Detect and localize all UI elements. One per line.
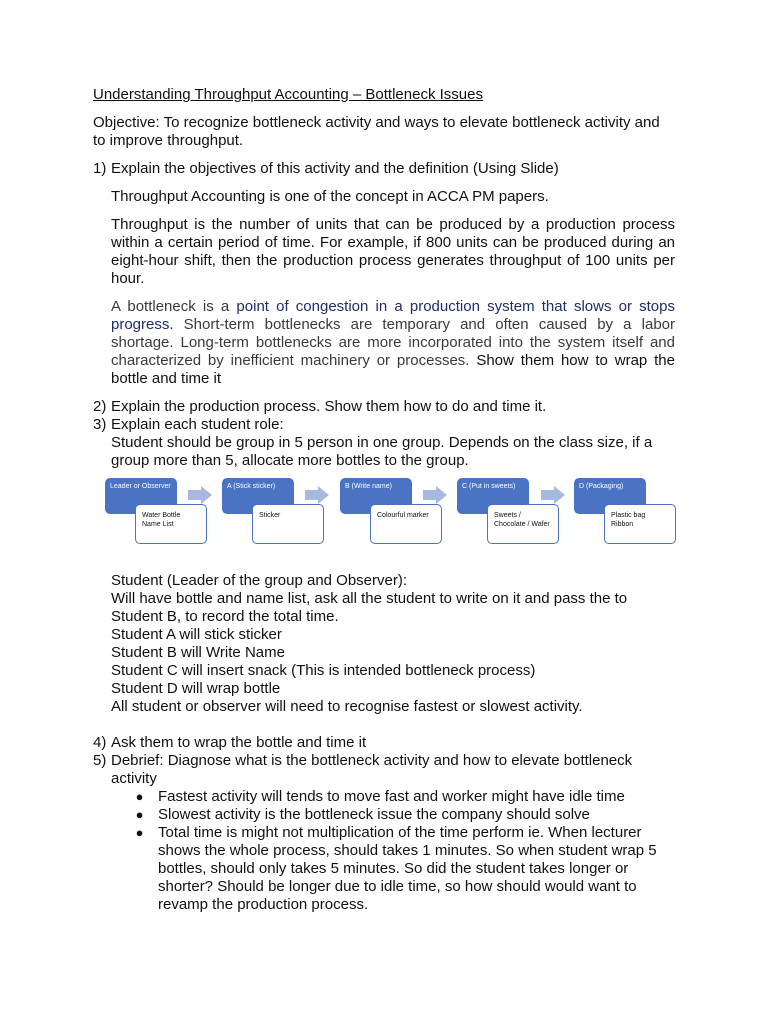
role-line: Student A will stick sticker (111, 626, 282, 643)
flow-step-head: Leader or Observer (105, 478, 177, 514)
bullet-text: Total time is might not multiplication of the time perform ie. When lecturer shows the whole process, should takes 1 minutes. So when student wrap 5 bottles, should only takes 5 minutes. So did the student takes longer or shorter? Should be longer due to idle time, so how should would want to revamp the production process. (158, 824, 657, 913)
flow-step-head: D (Packaging) (574, 478, 646, 514)
throughput-accounting-paragraph: Throughput Accounting is one of the concept in ACCA PM papers. (111, 188, 549, 205)
bullet-text: Slowest activity is the bottleneck issue the company should solve (158, 806, 590, 823)
flow-step-head: B (Write name) (340, 478, 412, 514)
list-item (111, 824, 675, 914)
bottleneck-term: A bottleneck (111, 298, 196, 315)
step-4 (93, 734, 675, 752)
role-line: All student or observer will need to recognise fastest or slowest activity. (111, 698, 583, 715)
debrief-bullet-list (111, 788, 675, 914)
role-line: Student D will wrap bottle (111, 680, 281, 697)
step-1-number: 1) (93, 160, 107, 177)
role-line: Student B will Write Name (111, 644, 285, 661)
step-4-number: 4) (93, 734, 107, 751)
flow-step-material: Colourful marker (370, 504, 442, 544)
step-1-text: Explain the objectives of this activity and the definition (Using Slide) (111, 160, 559, 177)
bullet-icon: ● (135, 825, 144, 840)
bottleneck-types: Short-term bottlenecks are temporary and often caused by a labor shortage. Long-term bottlenecks are more incorporated into the system itself and characterized by inefficient machinery or processes. (111, 316, 675, 369)
step-3-number: 3) (93, 416, 107, 433)
document-page (93, 86, 675, 914)
student-roles (111, 572, 675, 716)
bottleneck-definition: point of congestion in a production system that slows or stops progress. (111, 298, 675, 333)
list-item (111, 788, 675, 806)
step-2-text: Explain the production process. Show them how to do and time it. (111, 398, 547, 415)
flow-step-material: Water Bottle Name List (135, 504, 207, 544)
step-3-heading: Explain each student role: (111, 416, 284, 433)
flow-step-head: C (Put in sweets) (457, 478, 529, 514)
flow-step-material: Sticker (252, 504, 324, 544)
role-line: Will have bottle and name list, ask all the student to write on it and pass the to Student B, to record the total time. (111, 590, 628, 625)
flow-step-head: A (Stick sticker) (222, 478, 294, 514)
bottleneck-instruction: Show them how to wrap the bottle and time it (111, 352, 675, 387)
production-flow-diagram (85, 478, 675, 558)
flow-arrow-icon (305, 486, 329, 504)
flow-arrow-icon (423, 486, 447, 504)
step-2 (93, 398, 675, 416)
step-5-text: Debrief: Diagnose what is the bottleneck activity and how to elevate bottleneck activity (111, 752, 633, 787)
document-title: Understanding Throughput Accounting – Bottleneck Issues (93, 86, 483, 103)
role-line: Student C will insert snack (This is intended bottleneck process) (111, 662, 536, 679)
step-3-text (111, 416, 675, 470)
flow-step-material: Sweets / Chocolate / Wafer (487, 504, 559, 544)
step-1 (93, 160, 675, 178)
bullet-icon: ● (135, 789, 144, 804)
list-item (111, 806, 675, 824)
flow-step-material: Plastic bag Ribbon (604, 504, 676, 544)
step-3 (93, 416, 675, 470)
flow-arrow-icon (541, 486, 565, 504)
bullet-icon: ● (135, 807, 144, 822)
step-4-text: Ask them to wrap the bottle and time it (111, 734, 367, 751)
step-5 (93, 752, 675, 788)
bullet-text: Fastest activity will tends to move fast and worker might have idle time (158, 788, 625, 805)
step-2-number: 2) (93, 398, 107, 415)
objective-text: Objective: To recognize bottleneck activity and ways to elevate bottleneck activity and to improve throughput. (93, 114, 660, 149)
step-3-detail: Student should be group in 5 person in one group. Depends on the class size, if a group more than 5, allocate more bottles to the group. (111, 434, 653, 469)
role-line: Student (Leader of the group and Observer): (111, 572, 408, 589)
bottleneck-connector: is a (195, 298, 237, 315)
flow-arrow-icon (188, 486, 212, 504)
bottleneck-definition-paragraph (111, 298, 675, 388)
step-5-number: 5) (93, 752, 107, 769)
throughput-definition-paragraph: Throughput is the number of units that can be produced by a production process within a certain period of time. For example, if 800 units can be produced during an eight-hour shift, then the production process generates throughput of 100 units per hour. (111, 216, 675, 287)
